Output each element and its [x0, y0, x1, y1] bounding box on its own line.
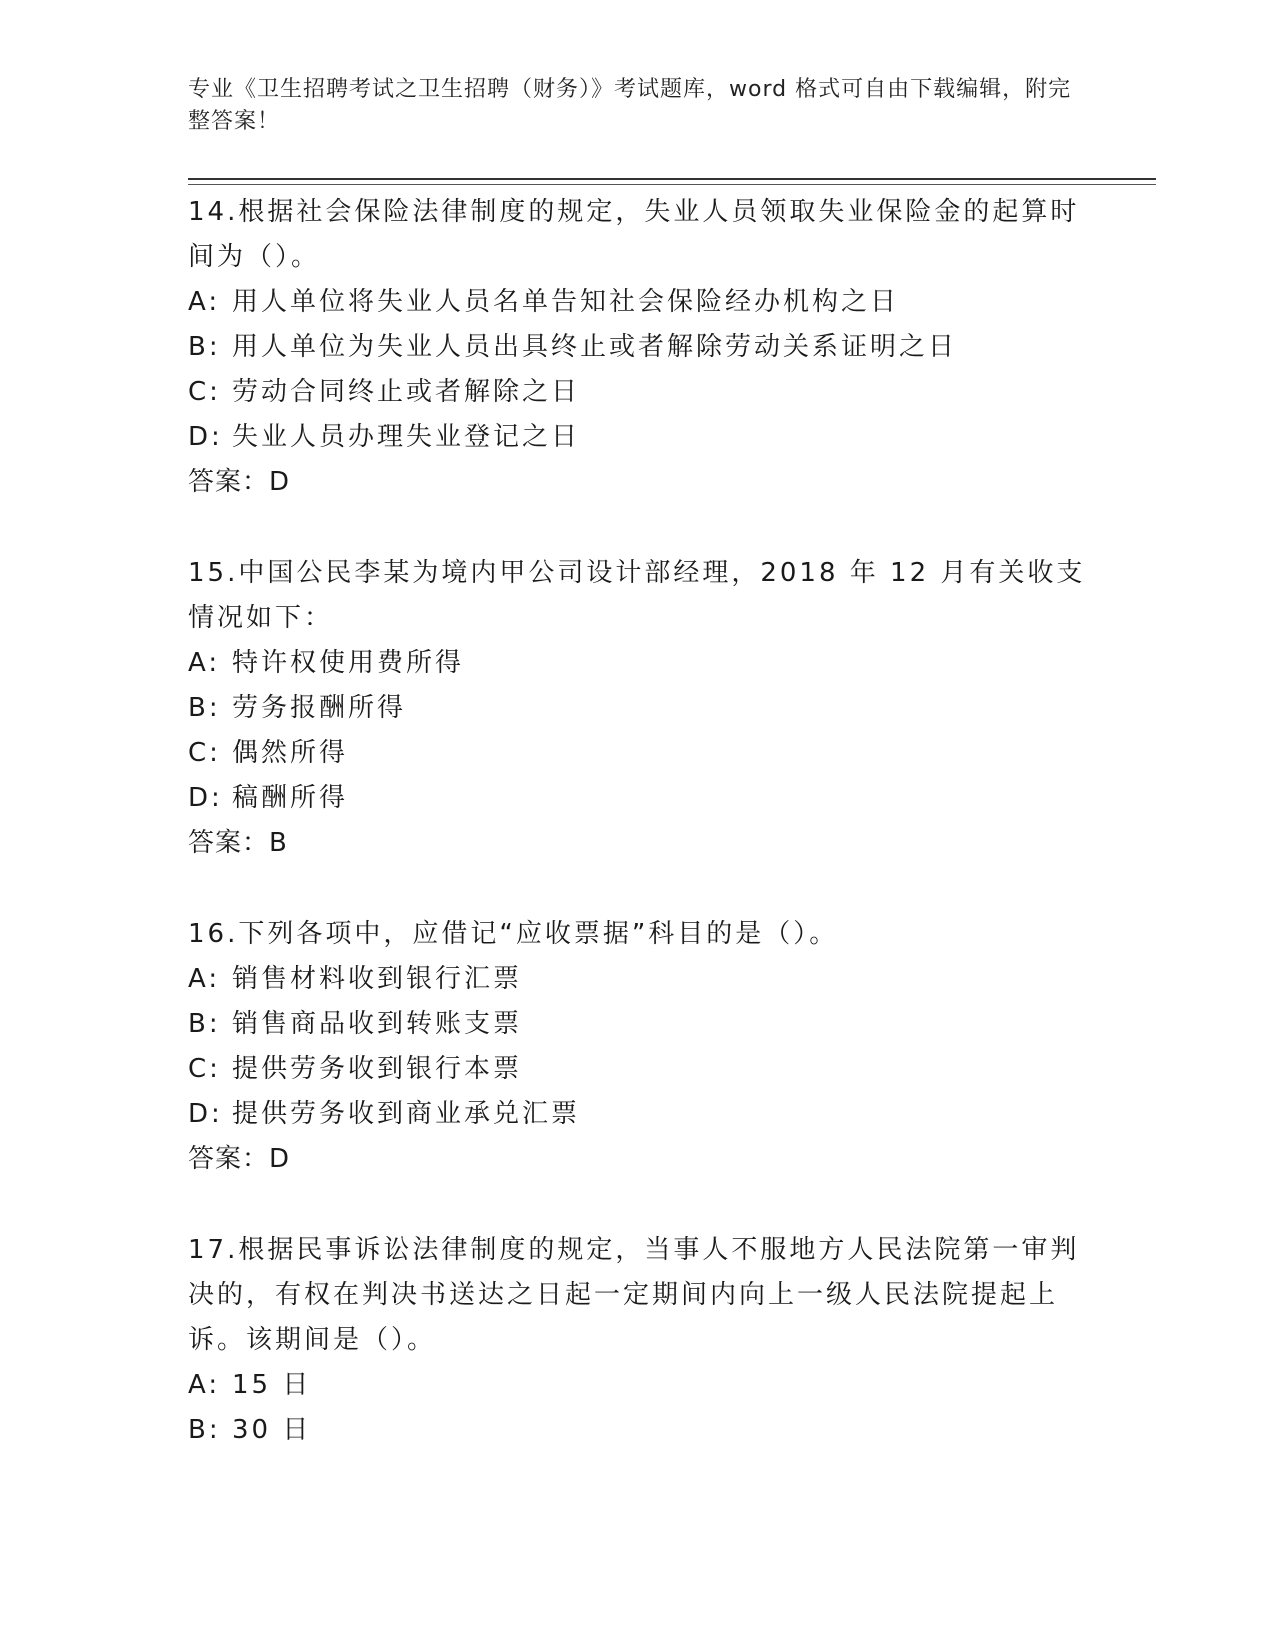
answer-line: 答案：D [188, 1144, 291, 1174]
option-a [188, 280, 1088, 325]
option-b [188, 686, 1088, 731]
question-text: 14.根据社会保险法律制度的规定，失业人员领取失业保险金的起算时间为（）。 [188, 197, 1080, 272]
option-letter: D: [188, 783, 223, 813]
option-letter: A: [188, 964, 221, 994]
option-b [188, 1408, 1088, 1453]
option-letter: B: [188, 693, 221, 723]
option-c [188, 731, 1088, 776]
option-text: 劳动合同终止或者解除之日 [232, 377, 581, 407]
option-letter: C: [188, 738, 221, 768]
option-text: 销售商品收到转账支票 [232, 1009, 523, 1039]
question-text: 16.下列各项中，应借记“应收票据”科目的是（）。 [188, 919, 839, 949]
option-c [188, 370, 1088, 415]
header-divider-thick [188, 178, 1156, 180]
option-a [188, 957, 1088, 1002]
option-letter: B: [188, 1009, 221, 1039]
answer-line: 答案：B [188, 828, 288, 858]
option-letter: D: [188, 1099, 223, 1129]
option-text: 15 日 [232, 1370, 312, 1400]
option-letter: A: [188, 648, 221, 678]
header-divider-thin [188, 184, 1156, 185]
option-a [188, 1363, 1088, 1408]
option-text: 偶然所得 [232, 738, 349, 768]
option-text: 稿酬所得 [232, 783, 349, 813]
option-d [188, 1092, 1088, 1137]
option-d [188, 776, 1088, 821]
option-letter: A: [188, 1370, 221, 1400]
question-text: 17.根据民事诉讼法律制度的规定，当事人不服地方人民法院第一审判决的，有权在判决书送达之日起一定期间内向上一级人民法院提起上诉。该期间是（）。 [188, 1235, 1080, 1355]
option-letter: C: [188, 1054, 221, 1084]
question-list [188, 190, 1088, 1499]
question-17 [188, 1228, 1088, 1453]
option-letter: A: [188, 287, 221, 317]
option-letter: D: [188, 422, 223, 452]
option-text: 提供劳务收到银行本票 [232, 1054, 523, 1084]
option-text: 用人单位将失业人员名单告知社会保险经办机构之日 [232, 287, 900, 317]
document-header-note: 专业《卫生招聘考试之卫生招聘（财务）》考试题库，word 格式可自由下载编辑，附完整答案！ [188, 77, 1072, 134]
option-c [188, 1047, 1088, 1092]
option-letter: C: [188, 377, 221, 407]
option-text: 用人单位为失业人员出具终止或者解除劳动关系证明之日 [232, 332, 958, 362]
option-text: 30 日 [232, 1415, 312, 1445]
option-text: 失业人员办理失业登记之日 [232, 422, 581, 452]
option-d [188, 415, 1088, 460]
option-a [188, 641, 1088, 686]
option-text: 销售材料收到银行汇票 [232, 964, 523, 994]
answer-line: 答案：D [188, 467, 291, 497]
option-text: 特许权使用费所得 [232, 648, 465, 678]
option-text: 提供劳务收到商业承兑汇票 [232, 1099, 581, 1129]
question-16 [188, 912, 1088, 1182]
question-15 [188, 551, 1088, 866]
question-14 [188, 190, 1088, 505]
option-text: 劳务报酬所得 [232, 693, 407, 723]
question-text: 15.中国公民李某为境内甲公司设计部经理，2018 年 12 月有关收支情况如下： [188, 558, 1086, 633]
option-letter: B: [188, 1415, 221, 1445]
option-letter: B: [188, 332, 221, 362]
option-b [188, 325, 1088, 370]
option-b [188, 1002, 1088, 1047]
